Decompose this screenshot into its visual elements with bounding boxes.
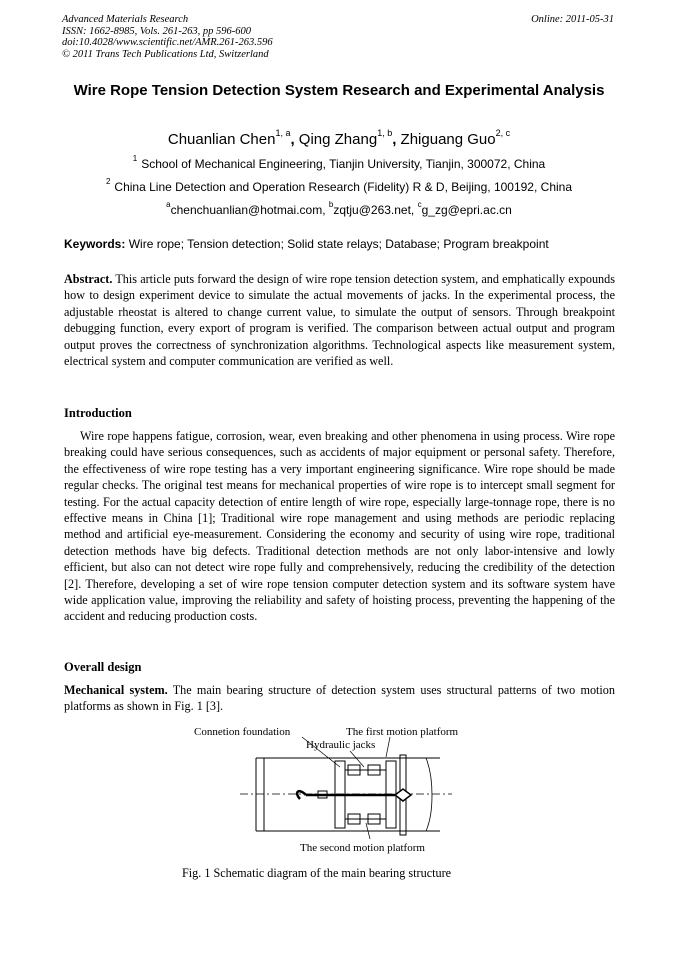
affiliation-sup: 2: [105, 177, 111, 186]
journal-header: [62, 14, 273, 60]
section-heading-introduction: Introduction: [64, 406, 132, 420]
bearing-structure-diagram: [190, 723, 490, 858]
email-link[interactable]: zqtju@263.net,: [333, 203, 418, 217]
paper-title: Wire Rope Tension Detection System Research and Experimental Analysis: [73, 82, 605, 99]
affiliation-1: [62, 154, 616, 171]
affiliation-sup: 1: [132, 154, 138, 163]
email-list: [62, 200, 616, 217]
journal-issn: ISSN: 1662-8985, Vols. 261-263, pp 596-600: [62, 25, 251, 37]
author-name: Zhiguang Guo: [400, 131, 496, 148]
email-link[interactable]: chenchuanlian@hotmai.com,: [170, 203, 329, 217]
introduction-paragraph: Wire rope happens fatigue, corrosion, wear, even breaking and other phenomena in using process. Wire rope breaking could have serious consequences, such as accidents of major equipment or personal safety. Therefore, the effectiveness of wire rope testing has a very important engineering significance. Wire rope should be made regular checks. The original test means for mechanical properties of wire rope is to intercept small segment for testing. For the actual capacity detection of entire length of wire rope, especially large-tonnage rope, there is no effective means in China [1]; Traditional wire rope management and using methods are periodic replacing method and artificial eye-measurement. Considering the economy and security of using wire rope, traditional detection methods have big defects. Traditional detection methods are not only labor-intensive and lowly efficient, but also can not detect wire rope fully and comprehensively, reducing the credibility of the detection [2]. Therefore, developing a set of wire rope tension computer detection system and its software system have wide application value, improving the reliability and safety of hoisting process, preventing the happening of the accident and reducing production costs.: [64, 429, 615, 624]
affiliation-2: [62, 177, 616, 194]
mechanical-label: Mechanical system.: [64, 683, 168, 697]
section-heading-overall-design: Overall design: [64, 660, 142, 674]
author-sup: 2, c: [495, 128, 511, 138]
affiliation-text: China Line Detection and Operation Research (Fidelity) R & D, Beijing, 100192, China: [114, 180, 573, 194]
figure-caption: Fig. 1 Schematic diagram of the main bearing structure: [182, 866, 452, 880]
keywords: [64, 237, 616, 251]
keywords-text: Wire rope; Tension detection; Solid state relays; Database; Program breakpoint: [128, 237, 549, 251]
email-link[interactable]: g_zg@epri.ac.cn: [421, 203, 512, 217]
author-name: Chuanlian Chen: [167, 131, 276, 148]
keywords-label: Keywords:: [64, 237, 126, 251]
email-sup: c: [417, 200, 422, 209]
label-second-platform: The second motion platform: [300, 842, 425, 854]
affiliation-text: School of Mechanical Engineering, Tianjin University, Tianjin, 300072, China: [141, 157, 546, 171]
abstract: [64, 271, 615, 369]
author-name: Qing Zhang: [298, 131, 378, 148]
author-sup: 1, a: [275, 128, 291, 138]
journal-copyright: © 2011 Trans Tech Publications Ltd, Switzerland: [62, 48, 269, 60]
mechanical-text: The main bearing structure of detection system uses structural patterns of two motion platforms as shown in Fig. 1 [3].: [64, 683, 615, 714]
email-sup: b: [328, 200, 334, 209]
author-sup: 1, b: [377, 128, 393, 138]
author-list: Chuanlian Chen$^{1, a}$, Qing Zhang$^{1, b}$, Zhiguang Guo$^{2, c}$: [167, 128, 511, 148]
journal-name: Advanced Materials Research: [62, 14, 189, 25]
abstract-label: Abstract.: [64, 272, 113, 286]
email-sup: a: [166, 200, 171, 209]
journal-doi: doi:10.4028/www.scientific.net/AMR.261-263.596: [62, 37, 273, 48]
mechanical-system-paragraph: [64, 682, 615, 715]
label-first-platform: The first motion platform: [346, 726, 459, 738]
online-date: Online: 2011-05-31: [531, 14, 614, 25]
abstract-text: This article puts forward the design of wire rope tension detection system, and emphatically expounds how to design experiment device to simulate the actual movements of jacks. In the experimental process, the adjustable rheostat is altered to change current value, to simulate the output of sensors. Through breakpoint debugging function, every export of program is verified. The comparison between actual output and program output proves the correctness of synchronization algorithms. Technological aspects like measurement system, electrical system and computer communication are verified as well.: [64, 272, 615, 369]
label-hydraulic-jacks: Hydraulic jacks: [306, 739, 376, 751]
figure-1: [190, 723, 490, 858]
label-connection-foundation: Connetion foundation: [194, 726, 291, 738]
